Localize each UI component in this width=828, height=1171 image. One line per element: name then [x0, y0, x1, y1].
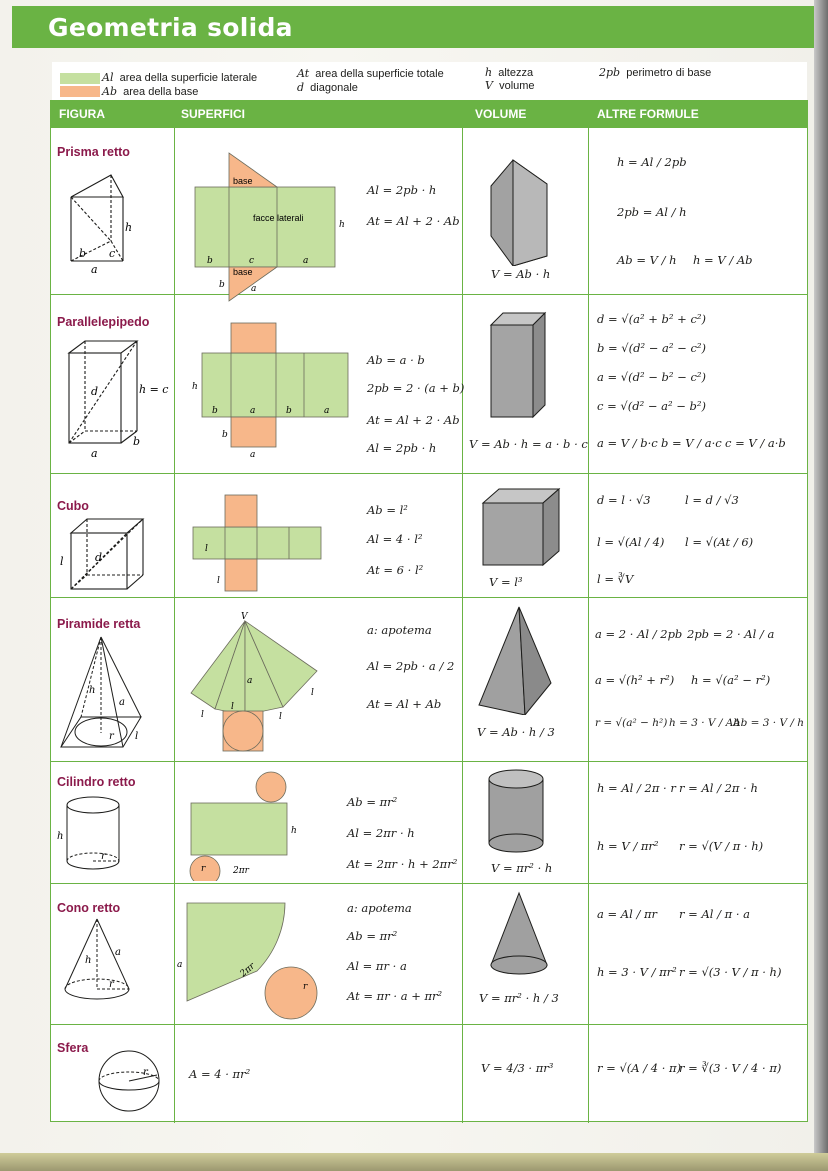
figure-name-cilindro: Cilindro retto — [57, 775, 136, 789]
piramide-net-l3: l — [279, 712, 282, 722]
cilindro-surf-2: At = 2πr · h + 2πr² — [347, 857, 458, 871]
legend-al-text: area della superficie laterale — [119, 72, 258, 84]
piramide-other-1: 2pb = 2 · Al / a — [687, 627, 775, 641]
parallelepipedo-net-h: h — [192, 382, 198, 392]
piramide-other-3: h = √(a² − r²) — [691, 673, 771, 687]
sfera-figure — [91, 1049, 171, 1115]
piramide-figure — [55, 635, 171, 759]
formula-table — [50, 100, 808, 1122]
legend-d-text: diagonale — [310, 82, 358, 94]
prisma-net-facce-label: facce laterali — [253, 213, 304, 223]
cono-surf-2: Al = πr · a — [347, 959, 407, 973]
piramide-surf-2: At = Al + Ab — [367, 697, 442, 711]
table-header — [51, 101, 807, 128]
cono-net — [175, 897, 335, 1023]
cubo-surf-0: Ab = l² — [367, 503, 408, 517]
parallelepipedo-net-a3: a — [250, 450, 256, 460]
prisma-other-2: Ab = V / h — [617, 253, 677, 267]
cono-other-3: r = √(3 · V / π · h) — [679, 965, 782, 979]
prisma-net-b2: b — [219, 280, 225, 290]
piramide-volume: V = Ab · h / 3 — [477, 725, 555, 739]
legend-at-symbol: At — [297, 67, 310, 80]
parallelepipedo-h-label: h = c — [139, 383, 169, 396]
parallelepipedo-surf-3: Al = 2pb · h — [367, 441, 437, 455]
legend-h-text: altezza — [498, 67, 534, 79]
prisma-h-label: h — [125, 221, 133, 234]
cubo-figure — [57, 513, 167, 595]
parallelepipedo-surf-2: At = Al + 2 · Ab — [367, 413, 460, 427]
legend-al-symbol: Al — [102, 71, 114, 84]
prisma-surf-0: Al = 2pb · h — [367, 183, 437, 197]
piramide-other-5: h = 3 · V / Ab — [669, 717, 741, 729]
row-divider — [51, 761, 807, 762]
legend-at-text: area della superficie totale — [315, 68, 444, 80]
page-bottom-edge — [0, 1153, 828, 1171]
title-bar — [12, 6, 820, 48]
cubo-solid — [481, 485, 561, 571]
piramide-other-0: a = 2 · Al / 2pb — [595, 627, 683, 641]
sfera-other-1: r = ∛(3 · V / 4 · π) — [679, 1061, 782, 1075]
legend-d-symbol: d — [297, 81, 305, 94]
cono-solid — [487, 891, 557, 981]
figure-name-prisma: Prisma retto — [57, 145, 130, 159]
cubo-volume: V = l³ — [489, 575, 523, 589]
piramide-a-label: a — [119, 697, 125, 708]
parallelepipedo-b-label: b — [133, 435, 141, 448]
header-volume: VOLUME — [475, 107, 527, 121]
sfera-volume: V = 4/3 · πr³ — [481, 1061, 554, 1075]
cono-other-1: r = Al / π · a — [679, 907, 750, 921]
piramide-net-l4: l — [311, 688, 314, 698]
legend-ab-text: area della base — [123, 86, 199, 98]
cubo-net — [187, 491, 327, 597]
cilindro-net-2pr: 2πr — [233, 866, 249, 876]
legend — [52, 62, 807, 100]
figure-name-piramide: Piramide retta — [57, 617, 141, 631]
cono-other-2: h = 3 · V / πr² — [597, 965, 677, 979]
parallelepipedo-net-b2: b — [286, 406, 292, 416]
prisma-a-label: a — [91, 263, 98, 276]
piramide-other-4: r = √(a² − h²) — [595, 717, 668, 729]
legend-p-text: perimetro di base — [626, 67, 712, 79]
legend-v-text: volume — [499, 80, 535, 92]
cubo-other-2: l = √(Al / 4) — [597, 535, 665, 549]
prisma-figure — [59, 161, 169, 281]
figure-name-cubo: Cubo — [57, 499, 89, 513]
parallelepipedo-solid — [485, 311, 555, 421]
piramide-r-label: r — [109, 731, 114, 742]
parallelepipedo-other-0: d = √(a² + b² + c²) — [597, 312, 706, 326]
legend-base-swatch — [60, 86, 100, 97]
prisma-surf-1: At = Al + 2 · Ab — [367, 214, 460, 228]
parallelepipedo-net-b: b — [212, 406, 218, 416]
piramide-h-label: h — [89, 685, 96, 696]
prisma-net — [181, 151, 361, 306]
cubo-net-l: l — [205, 544, 208, 554]
cubo-d-label: d — [95, 551, 103, 564]
sfera-other-0: r = √(A / 4 · π) — [597, 1061, 682, 1075]
row-divider — [51, 473, 807, 474]
cubo-other-3: l = √(At / 6) — [685, 535, 754, 549]
cono-r-label: r — [109, 979, 114, 990]
prisma-solid — [483, 156, 563, 266]
parallelepipedo-other-2: a = √(d² − b² − c²) — [597, 370, 706, 384]
legend-lateral-swatch — [60, 73, 100, 84]
cono-a-label: a — [115, 947, 121, 958]
legend-p-symbol: 2pb — [599, 66, 621, 79]
parallelepipedo-net — [186, 321, 366, 461]
figure-name-parallelepipedo: Parallelepipedo — [57, 315, 150, 329]
parallelepipedo-net-a: a — [250, 406, 256, 416]
cubo-surf-2: At = 6 · l² — [367, 563, 424, 577]
piramide-net-l: l — [201, 710, 204, 720]
parallelepipedo-net-b3: b — [222, 430, 228, 440]
cubo-other-0: d = l · √3 — [597, 493, 651, 507]
prisma-volume: V = Ab · h — [491, 267, 551, 281]
cilindro-h-label: h — [57, 831, 64, 842]
prisma-b-label: b — [79, 247, 87, 260]
row-divider — [51, 597, 807, 598]
cilindro-other-0: h = Al / 2π · r — [597, 781, 676, 795]
cono-surf-0: a: apotema — [347, 901, 412, 915]
header-superfici: SUPERFICI — [181, 107, 246, 121]
parallelepipedo-figure — [61, 333, 171, 463]
cilindro-net-h: h — [291, 826, 297, 836]
parallelepipedo-other-5: b = V / a·c — [661, 436, 722, 450]
cono-other-0: a = Al / πr — [597, 907, 658, 921]
piramide-net-v: V — [241, 612, 248, 622]
legend-h-symbol: h — [485, 66, 493, 79]
piramide-net-l2: l — [231, 702, 234, 712]
cubo-l-label: l — [60, 555, 64, 568]
piramide-solid — [475, 605, 565, 715]
prisma-other-3: h = V / Ab — [693, 253, 753, 267]
prisma-net-base-bottom: base — [233, 267, 253, 277]
parallelepipedo-a-label: a — [91, 447, 98, 460]
column-divider — [588, 101, 589, 1123]
cono-volume: V = πr² · h / 3 — [479, 991, 559, 1005]
cubo-other-1: l = d / √3 — [685, 493, 739, 507]
row-divider — [51, 1024, 807, 1025]
parallelepipedo-volume: V = Ab · h = a · b · c — [469, 437, 588, 451]
cono-h-label: h — [85, 955, 92, 966]
cono-surf-1: Ab = πr² — [347, 929, 398, 943]
prisma-net-b: b — [207, 256, 213, 266]
piramide-l-label: l — [135, 731, 139, 742]
cubo-net-l2: l — [217, 576, 220, 586]
legend-v-symbol: V — [485, 79, 493, 92]
cubo-other-4: l = ∛V — [597, 572, 634, 586]
row-divider — [51, 883, 807, 884]
piramide-other-2: a = √(h² + r²) — [595, 673, 675, 687]
cono-surf-3: At = πr · a + πr² — [347, 989, 443, 1003]
cubo-surf-1: Al = 4 · l² — [367, 532, 423, 546]
cilindro-surf-0: Ab = πr² — [347, 795, 398, 809]
piramide-net — [187, 611, 337, 757]
piramide-surf-0: a: apotema — [367, 623, 432, 637]
parallelepipedo-surf-0: Ab = a · b — [367, 353, 425, 367]
piramide-other-6: Ab = 3 · V / h — [733, 717, 805, 729]
cilindro-other-3: r = √(V / π · h) — [679, 839, 764, 853]
prisma-net-c: c — [249, 256, 255, 266]
page-title: Geometria solida — [48, 13, 293, 42]
cilindro-net — [185, 769, 325, 881]
legend-ab-symbol: Ab — [102, 85, 117, 98]
figure-name-sfera: Sfera — [57, 1041, 89, 1055]
cono-figure — [57, 917, 157, 1011]
header-altre-formule: ALTRE FORMULE — [597, 107, 699, 121]
piramide-surf-1: Al = 2pb · a / 2 — [367, 659, 455, 673]
prisma-c-label: c — [109, 247, 116, 260]
sfera-surf-0: A = 4 · πr² — [189, 1067, 251, 1081]
cono-net-a: a — [177, 960, 183, 970]
sfera-r-label: r — [143, 1067, 148, 1078]
prisma-net-base-top: base — [233, 176, 253, 186]
cilindro-surf-1: Al = 2πr · h — [347, 826, 415, 840]
cilindro-solid — [485, 767, 549, 857]
parallelepipedo-surf-1: 2pb = 2 · (a + b) — [367, 381, 465, 395]
parallelepipedo-d-label: d — [91, 385, 99, 398]
cilindro-r-label: r — [101, 851, 106, 862]
prisma-net-h: h — [339, 220, 345, 230]
parallelepipedo-other-4: a = V / b·c — [597, 436, 658, 450]
cilindro-figure — [55, 793, 135, 879]
cono-net-r: r — [303, 982, 308, 992]
row-divider — [51, 294, 807, 295]
cilindro-volume: V = πr² · h — [491, 861, 553, 875]
page-edge-shadow — [814, 0, 828, 1171]
parallelepipedo-other-6: c = V / a·b — [725, 436, 786, 450]
prisma-net-a2: a — [251, 284, 257, 294]
cono-net-2pr: 2πr — [238, 961, 258, 980]
header-figura: FIGURA — [59, 107, 105, 121]
figure-name-cono: Cono retto — [57, 901, 121, 915]
cilindro-other-1: r = Al / 2π · h — [679, 781, 758, 795]
column-divider — [462, 101, 463, 1123]
piramide-net-a: a — [247, 676, 253, 686]
cilindro-other-2: h = V / πr² — [597, 839, 659, 853]
parallelepipedo-net-a2: a — [324, 406, 330, 416]
parallelepipedo-other-1: b = √(d² − a² − c²) — [597, 341, 706, 355]
prisma-other-1: 2pb = Al / h — [617, 205, 687, 219]
parallelepipedo-other-3: c = √(d² − a² − b²) — [597, 399, 706, 413]
prisma-other-0: h = Al / 2pb — [617, 155, 687, 169]
cilindro-net-r: r — [201, 864, 206, 874]
prisma-net-a: a — [303, 256, 309, 266]
